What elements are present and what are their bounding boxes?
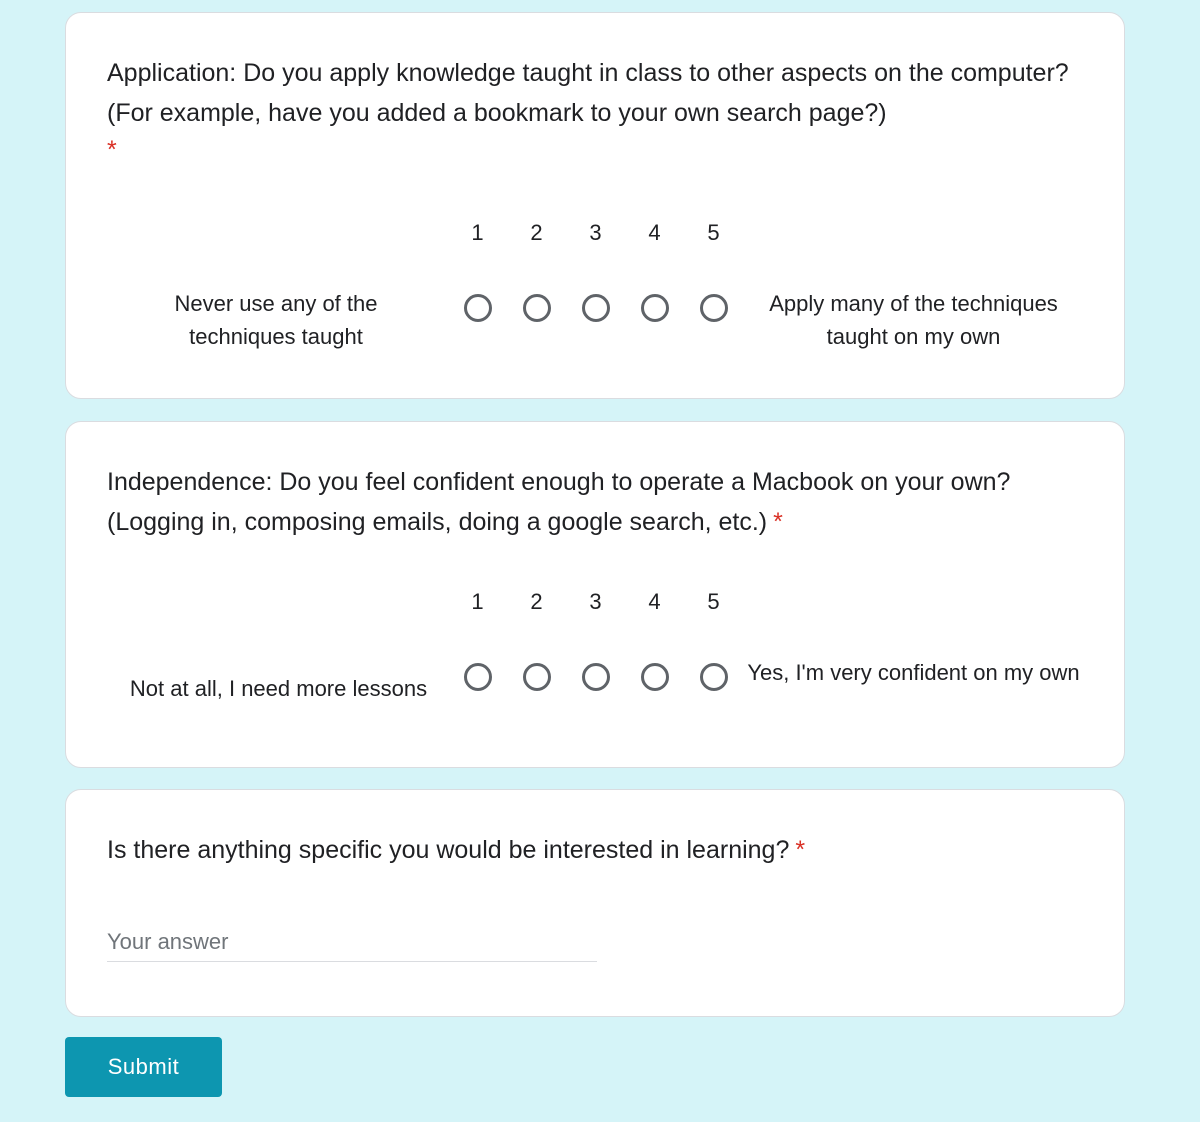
scale-number-1: 1: [471, 220, 484, 245]
radio-option-5[interactable]: [700, 663, 728, 691]
scale-high-label: Yes, I'm very confident on my own: [747, 660, 1080, 685]
radio-option-3[interactable]: [582, 663, 610, 691]
scale-number-2: 2: [530, 220, 543, 245]
radio-option-1[interactable]: [464, 294, 492, 322]
scale-numbers: [448, 589, 743, 615]
radio-option-2[interactable]: [523, 294, 551, 322]
scale-low-label: Never use any of the techniques taught: [174, 291, 378, 349]
radio-option-2[interactable]: [523, 663, 551, 691]
scale-number-5: 5: [707, 220, 720, 245]
scale-high-label: Apply many of the techniques taught on my own: [769, 291, 1058, 349]
question-card-application: [65, 12, 1125, 399]
scale-radio-group: [448, 294, 743, 322]
scale-number-2: 2: [530, 589, 543, 614]
question-title: [107, 830, 1097, 870]
scale-number-4: 4: [648, 589, 661, 614]
scale-number-4: 4: [648, 220, 661, 245]
scale-numbers: [448, 220, 743, 246]
question-text: Is there anything specific you would be interested in learning?: [107, 836, 790, 864]
radio-option-4[interactable]: [641, 294, 669, 322]
scale-number-5: 5: [707, 589, 720, 614]
scale-low-label: Not at all, I need more lessons: [129, 676, 428, 701]
question-title: [107, 53, 1097, 167]
radio-option-3[interactable]: [582, 294, 610, 322]
scale-radio-group: [448, 663, 743, 691]
question-text: Application: Do you apply knowledge taught in class to other aspects on the computer? (For example, have you added a bookmark to your own search page?): [107, 59, 1069, 127]
scale-number-1: 1: [471, 589, 484, 614]
radio-option-4[interactable]: [641, 663, 669, 691]
required-asterisk: *: [773, 508, 783, 536]
question-title: [107, 462, 1097, 542]
answer-input[interactable]: [107, 922, 597, 962]
required-asterisk: *: [795, 836, 806, 864]
question-text: Independence: Do you feel confident enough to operate a Macbook on your own? (Logging in, composing emails, doing a google search, etc.): [107, 468, 1011, 536]
required-asterisk: *: [107, 136, 117, 164]
submit-button[interactable]: Submit: [65, 1037, 222, 1097]
radio-option-5[interactable]: [700, 294, 728, 322]
question-card-interests: [65, 789, 1125, 1017]
scale-number-3: 3: [589, 220, 602, 245]
question-card-independence: [65, 421, 1125, 768]
radio-option-1[interactable]: [464, 663, 492, 691]
scale-number-3: 3: [589, 589, 602, 614]
